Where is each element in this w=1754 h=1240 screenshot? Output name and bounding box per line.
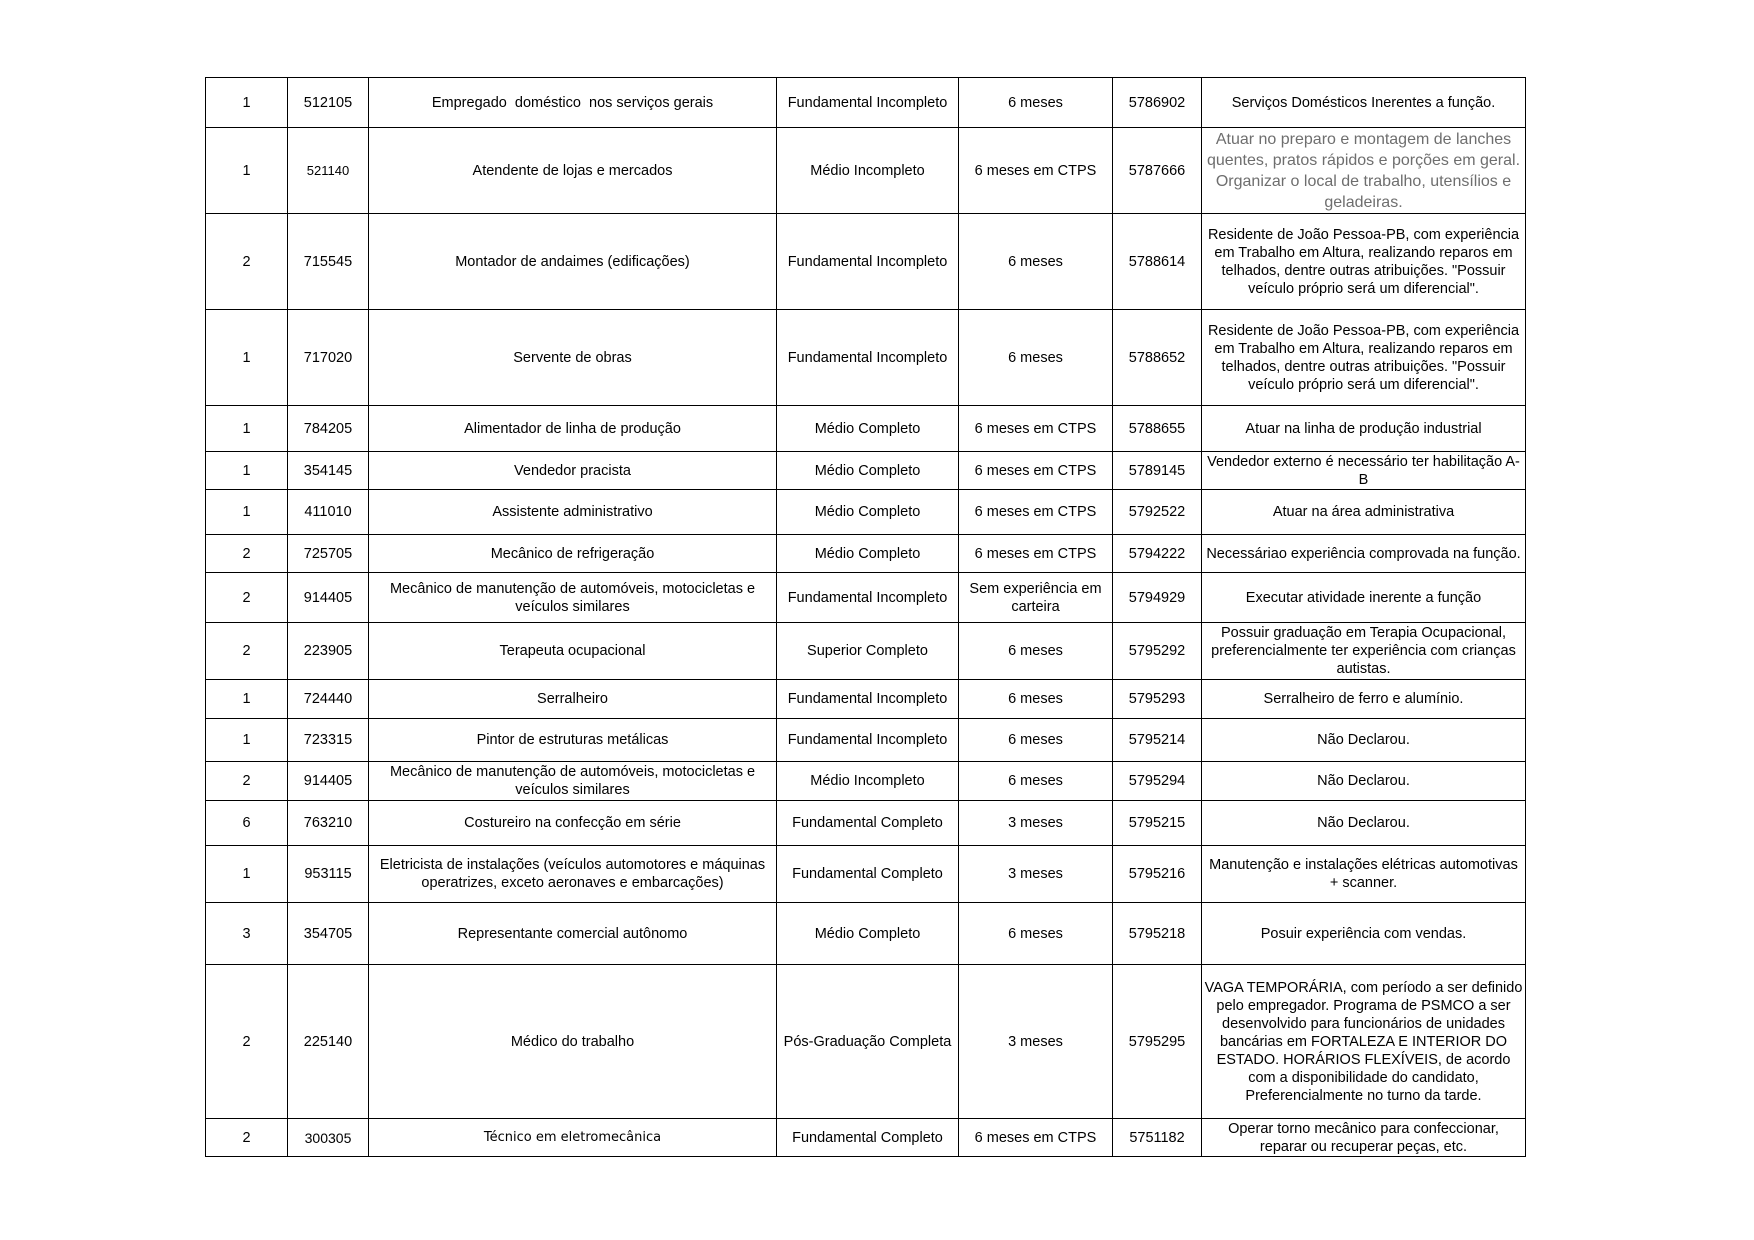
- qty-cell: 2: [206, 762, 288, 801]
- vacancy-id-cell: 5795294: [1113, 762, 1202, 801]
- vacancy-id-cell: 5795215: [1113, 801, 1202, 846]
- experience-cell: 6 meses em CTPS: [959, 406, 1113, 452]
- experience-cell: 6 meses: [959, 310, 1113, 406]
- description-cell: Serralheiro de ferro e alumínio.: [1202, 680, 1526, 719]
- occupation-cell: Montador de andaimes (edificações): [369, 214, 777, 310]
- qty-cell: 2: [206, 573, 288, 623]
- table-row: [206, 535, 1526, 573]
- cbo-code-cell: 723315: [288, 719, 369, 762]
- education-cell: Médio Incompleto: [777, 128, 959, 214]
- description-cell: Atuar no preparo e montagem de lanches quentes, pratos rápidos e porções em geral. Organizar o local de trabalho, utensílios e geladeiras.: [1202, 128, 1526, 214]
- occupation-cell: Mecânico de manutenção de automóveis, motocicletas e veículos similares: [369, 762, 777, 801]
- experience-cell: 6 meses: [959, 78, 1113, 128]
- description-cell: Possuir graduação em Terapia Ocupacional, preferencialmente ter experiência com crianças autistas.: [1202, 623, 1526, 680]
- occupation-cell: Serralheiro: [369, 680, 777, 719]
- occupation-cell: Eletricista de instalações (veículos automotores e máquinas operatrizes, exceto aeronaves e embarcações): [369, 846, 777, 903]
- cbo-code-cell: 521140: [288, 128, 369, 214]
- experience-cell: 6 meses: [959, 214, 1113, 310]
- description-cell: Manutenção e instalações elétricas automotivas + scanner.: [1202, 846, 1526, 903]
- vacancy-id-cell: 5787666: [1113, 128, 1202, 214]
- occupation-cell: Atendente de lojas e mercados: [369, 128, 777, 214]
- cbo-code-cell: 225140: [288, 965, 369, 1119]
- occupation-cell: Servente de obras: [369, 310, 777, 406]
- qty-cell: 1: [206, 78, 288, 128]
- cbo-code-cell: 784205: [288, 406, 369, 452]
- education-cell: Fundamental Completo: [777, 1119, 959, 1157]
- description-cell: Atuar na linha de produção industrial: [1202, 406, 1526, 452]
- cbo-code-cell: 411010: [288, 490, 369, 535]
- qty-cell: 1: [206, 680, 288, 719]
- experience-cell: 3 meses: [959, 801, 1113, 846]
- qty-cell: 6: [206, 801, 288, 846]
- vacancy-id-cell: 5789145: [1113, 452, 1202, 490]
- cbo-code-cell: 914405: [288, 573, 369, 623]
- education-cell: Fundamental Completo: [777, 846, 959, 903]
- table-row: [206, 965, 1526, 1119]
- education-cell: Pós-Graduação Completa: [777, 965, 959, 1119]
- table-row: [206, 406, 1526, 452]
- table-row: [206, 801, 1526, 846]
- qty-cell: 1: [206, 846, 288, 903]
- vacancy-id-cell: 5795216: [1113, 846, 1202, 903]
- education-cell: Fundamental Incompleto: [777, 573, 959, 623]
- description-cell: Posuir experiência com vendas.: [1202, 903, 1526, 965]
- qty-cell: 1: [206, 452, 288, 490]
- table-row: [206, 310, 1526, 406]
- description-cell: Necessáriao experiência comprovada na função.: [1202, 535, 1526, 573]
- cbo-code-cell: 725705: [288, 535, 369, 573]
- table-row: [206, 680, 1526, 719]
- cbo-code-cell: 715545: [288, 214, 369, 310]
- table-row: [206, 490, 1526, 535]
- occupation-cell: Alimentador de linha de produção: [369, 406, 777, 452]
- experience-cell: 6 meses: [959, 680, 1113, 719]
- cbo-code-cell: 300305: [288, 1119, 369, 1157]
- description-cell: Vendedor externo é necessário ter habilitação A-B: [1202, 452, 1526, 490]
- table-row: [206, 719, 1526, 762]
- vacancy-id-cell: 5751182: [1113, 1119, 1202, 1157]
- table-row: [206, 214, 1526, 310]
- description-cell: Não Declarou.: [1202, 762, 1526, 801]
- table-row: [206, 762, 1526, 801]
- table-row: [206, 846, 1526, 903]
- table-row: [206, 1119, 1526, 1157]
- education-cell: Fundamental Completo: [777, 801, 959, 846]
- description-cell: Executar atividade inerente a função: [1202, 573, 1526, 623]
- job-vacancies-table: [205, 77, 1526, 1157]
- education-cell: Fundamental Incompleto: [777, 78, 959, 128]
- experience-cell: 6 meses em CTPS: [959, 452, 1113, 490]
- education-cell: Médio Completo: [777, 903, 959, 965]
- cbo-code-cell: 354705: [288, 903, 369, 965]
- cbo-code-cell: 512105: [288, 78, 369, 128]
- description-cell: Serviços Domésticos Inerentes a função.: [1202, 78, 1526, 128]
- experience-cell: 6 meses: [959, 903, 1113, 965]
- vacancy-id-cell: 5795218: [1113, 903, 1202, 965]
- vacancy-id-cell: 5794929: [1113, 573, 1202, 623]
- cbo-code-cell: 717020: [288, 310, 369, 406]
- qty-cell: 2: [206, 214, 288, 310]
- education-cell: Médio Completo: [777, 406, 959, 452]
- education-cell: Fundamental Incompleto: [777, 719, 959, 762]
- experience-cell: 6 meses: [959, 762, 1113, 801]
- qty-cell: 3: [206, 903, 288, 965]
- vacancy-id-cell: 5792522: [1113, 490, 1202, 535]
- occupation-cell: Vendedor pracista: [369, 452, 777, 490]
- table-row: [206, 452, 1526, 490]
- qty-cell: 2: [206, 535, 288, 573]
- experience-cell: 6 meses em CTPS: [959, 128, 1113, 214]
- experience-cell: 6 meses em CTPS: [959, 535, 1113, 573]
- table-row: [206, 128, 1526, 214]
- cbo-code-cell: 953115: [288, 846, 369, 903]
- vacancy-id-cell: 5795292: [1113, 623, 1202, 680]
- education-cell: Superior Completo: [777, 623, 959, 680]
- occupation-cell: Mecânico de manutenção de automóveis, motocicletas e veículos similares: [369, 573, 777, 623]
- experience-cell: 6 meses em CTPS: [959, 1119, 1113, 1157]
- education-cell: Médio Completo: [777, 452, 959, 490]
- cbo-code-cell: 354145: [288, 452, 369, 490]
- education-cell: Fundamental Incompleto: [777, 680, 959, 719]
- cbo-code-cell: 724440: [288, 680, 369, 719]
- qty-cell: 1: [206, 490, 288, 535]
- education-cell: Fundamental Incompleto: [777, 214, 959, 310]
- vacancy-id-cell: 5788614: [1113, 214, 1202, 310]
- occupation-cell: Assistente administrativo: [369, 490, 777, 535]
- description-cell: Atuar na área administrativa: [1202, 490, 1526, 535]
- education-cell: Fundamental Incompleto: [777, 310, 959, 406]
- cbo-code-cell: 914405: [288, 762, 369, 801]
- experience-cell: 3 meses: [959, 965, 1113, 1119]
- vacancy-id-cell: 5788652: [1113, 310, 1202, 406]
- qty-cell: 2: [206, 965, 288, 1119]
- education-cell: Médio Incompleto: [777, 762, 959, 801]
- vacancy-id-cell: 5795293: [1113, 680, 1202, 719]
- qty-cell: 2: [206, 623, 288, 680]
- vacancy-id-cell: 5788655: [1113, 406, 1202, 452]
- education-cell: Médio Completo: [777, 490, 959, 535]
- qty-cell: 1: [206, 128, 288, 214]
- vacancy-id-cell: 5794222: [1113, 535, 1202, 573]
- cbo-code-cell: 763210: [288, 801, 369, 846]
- experience-cell: 3 meses: [959, 846, 1113, 903]
- occupation-cell: Pintor de estruturas metálicas: [369, 719, 777, 762]
- occupation-cell: Costureiro na confecção em série: [369, 801, 777, 846]
- occupation-cell: Representante comercial autônomo: [369, 903, 777, 965]
- qty-cell: 2: [206, 1119, 288, 1157]
- occupation-cell: Empregado doméstico nos serviços gerais: [369, 78, 777, 128]
- qty-cell: 1: [206, 406, 288, 452]
- experience-cell: 6 meses: [959, 623, 1113, 680]
- education-cell: Médio Completo: [777, 535, 959, 573]
- table-body: [206, 78, 1526, 1157]
- vacancy-id-cell: 5795295: [1113, 965, 1202, 1119]
- description-cell: VAGA TEMPORÁRIA, com período a ser definido pelo empregador. Programa de PSMCO a ser desenvolvido para funcionários de unidades bancárias em FORTALEZA E INTERIOR DO ESTADO. HORÁRIOS FLEXÍVEIS, de acordo com a disponibilidade do candidato, Preferencialmente no turno da tarde.: [1202, 965, 1526, 1119]
- table-row: [206, 573, 1526, 623]
- table-row: [206, 78, 1526, 128]
- occupation-cell: Médico do trabalho: [369, 965, 777, 1119]
- table-row: [206, 623, 1526, 680]
- description-cell: Operar torno mecânico para confeccionar, reparar ou recuperar peças, etc.: [1202, 1119, 1526, 1157]
- description-cell: Não Declarou.: [1202, 719, 1526, 762]
- occupation-cell: Terapeuta ocupacional: [369, 623, 777, 680]
- qty-cell: 1: [206, 719, 288, 762]
- description-cell: Não Declarou.: [1202, 801, 1526, 846]
- vacancy-id-cell: 5795214: [1113, 719, 1202, 762]
- cbo-code-cell: 223905: [288, 623, 369, 680]
- qty-cell: 1: [206, 310, 288, 406]
- occupation-cell: Mecânico de refrigeração: [369, 535, 777, 573]
- experience-cell: 6 meses: [959, 719, 1113, 762]
- occupation-cell: Técnico em eletromecânica: [369, 1119, 777, 1157]
- table-row: [206, 903, 1526, 965]
- vacancy-id-cell: 5786902: [1113, 78, 1202, 128]
- description-cell: Residente de João Pessoa-PB, com experiência em Trabalho em Altura, realizando reparos em telhados, dentre outras atribuições. "Possuir veículo próprio será um diferencial".: [1202, 310, 1526, 406]
- description-cell: Residente de João Pessoa-PB, com experiência em Trabalho em Altura, realizando reparos em telhados, dentre outras atribuições. "Possuir veículo próprio será um diferencial".: [1202, 214, 1526, 310]
- experience-cell: 6 meses em CTPS: [959, 490, 1113, 535]
- experience-cell: Sem experiência em carteira: [959, 573, 1113, 623]
